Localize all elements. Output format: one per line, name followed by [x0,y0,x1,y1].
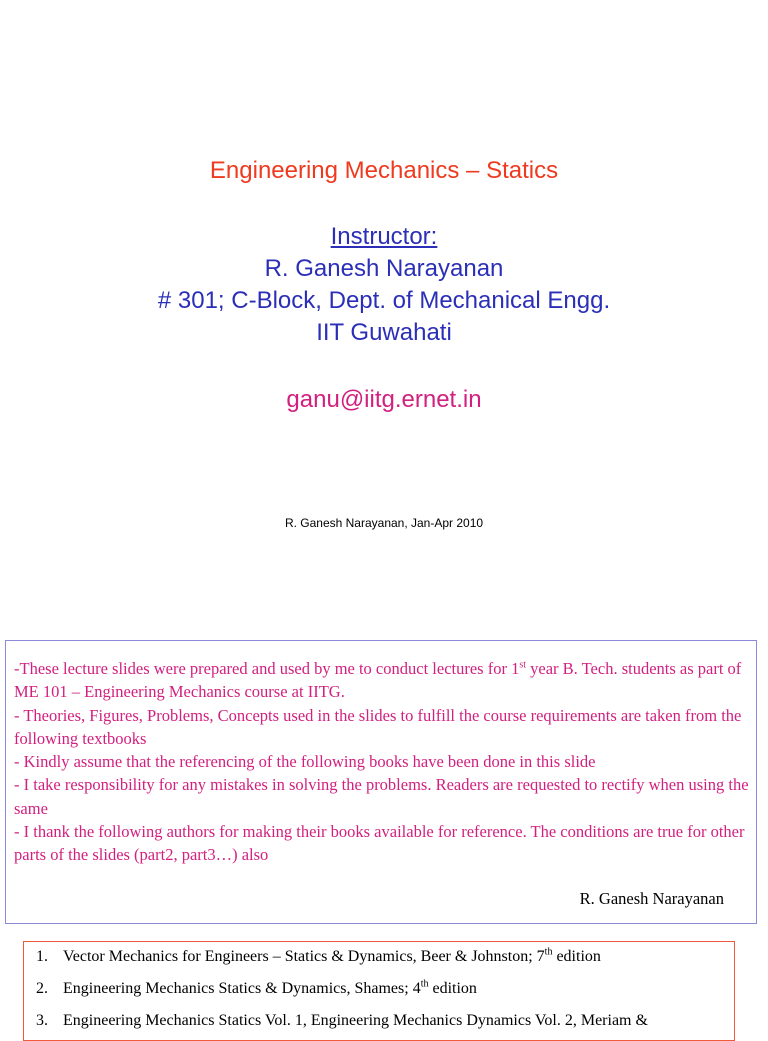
instructor-name: R. Ganesh Narayanan [264,255,504,282]
reference-number: 3. [36,1012,48,1029]
disclaimer-p1-text-end: year B. Tech. students as part of ME 101 – Engineering Mechanics course at IITG. [14,659,742,702]
instructor-heading: Instructor: [330,223,438,250]
reference-text [63,947,601,967]
disclaimer-paragraph-2: - Theories, Figures, Problems, Concepts used in the slides to fulfill the course requirements are taken from the following textbooks [14,705,742,748]
reference-superscript: th [420,978,429,990]
reference-text [63,979,477,999]
reference-item [36,979,734,999]
reference-title: Engineering Mechanics Statics Vol. 1, Engineering Mechanics Dynamics Vol. 2, Meriam & [63,1012,648,1029]
references-box [23,941,735,1041]
reference-item [36,947,734,967]
disclaimer-p1-superscript: st [519,659,527,671]
disclaimer-signature: R. Ganesh Narayanan [579,889,724,908]
disclaimer-p1-text: -These lecture slides were prepared and used by me to conduct lectures for 1 [14,659,520,678]
disclaimer-paragraph-4: - I take responsibility for any mistakes in solving the problems. Readers are requested to rectify when using the same [14,775,749,818]
reference-number: 2. [36,980,48,997]
instructor-office: # 301; C-Block, Dept. of Mechanical Engg. [157,287,611,314]
reference-text [63,1011,648,1031]
page-title: Engineering Mechanics – Statics [209,157,559,184]
disclaimer-paragraph-3: - Kindly assume that the referencing of the following books have been done in this slide [14,752,596,772]
disclaimer-box [5,640,757,924]
references-list [36,947,734,1031]
reference-edition: edition [552,948,601,965]
reference-item [36,1011,734,1031]
instructor-email: ganu@iitg.ernet.in [286,386,482,413]
disclaimer-paragraph-5: - I thank the following authors for making their books available for reference. The conditions are true for other parts of the slides (part2, part3…) also [14,822,745,865]
slide-credit: R. Ganesh Narayanan, Jan-Apr 2010 [284,516,484,530]
instructor-institute: IIT Guwahati [316,319,452,346]
reference-superscript: th [544,946,553,958]
reference-edition: edition [428,980,477,997]
reference-title: Engineering Mechanics Statics & Dynamics, Shames; 4 [63,980,421,997]
reference-number: 1. [36,948,48,965]
instructor-block [0,221,768,349]
reference-title: Vector Mechanics for Engineers – Statics & Dynamics, Beer & Johnston; 7 [63,948,545,965]
disclaimer-paragraph-1 [14,657,749,704]
